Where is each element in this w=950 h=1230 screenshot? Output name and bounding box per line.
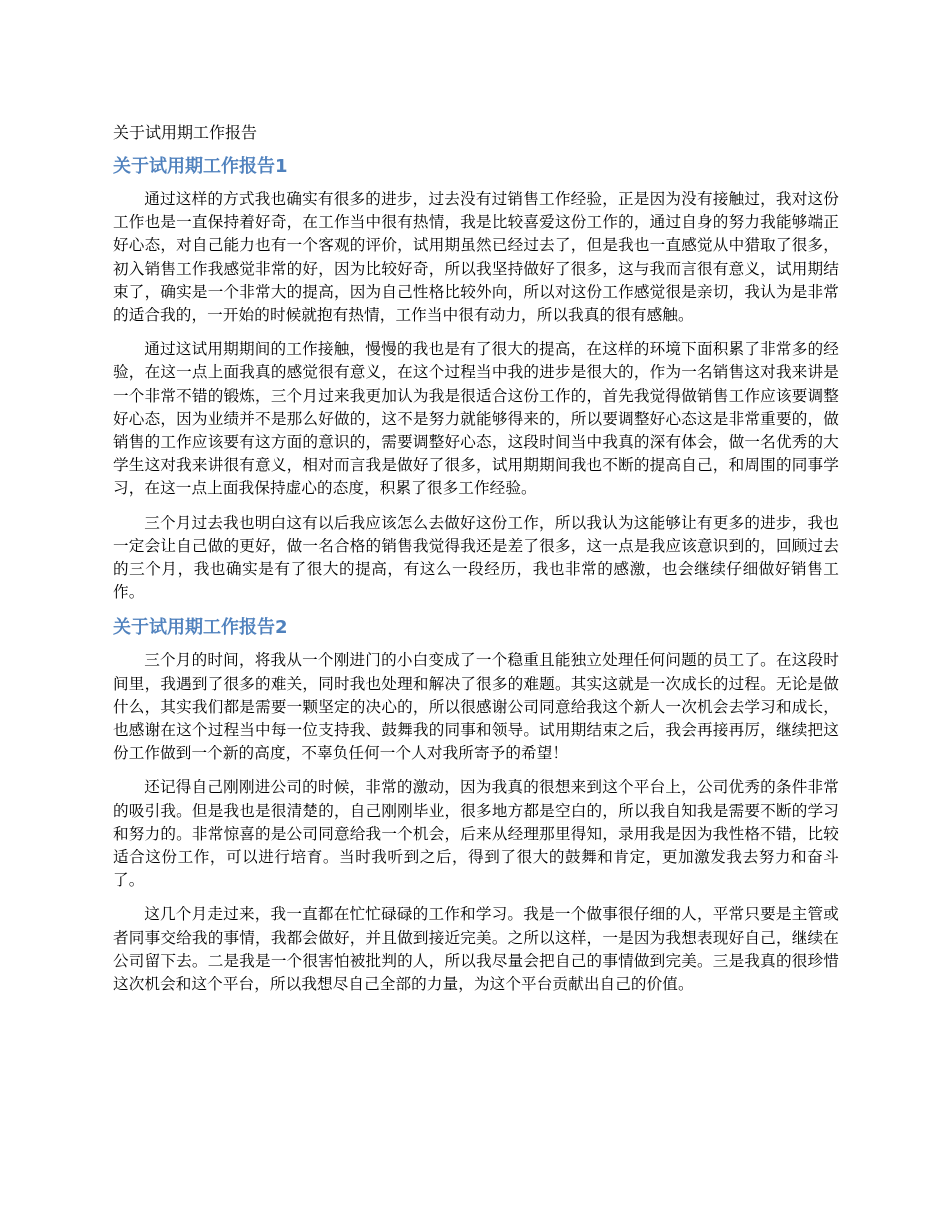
report-section-2 (113, 615, 839, 996)
body-paragraph: 还记得自己刚刚进公司的时候，非常的激动，因为我真的很想来到这个平台上，公司优秀的条件非常的吸引我。但是我也是很清楚的，自己刚刚毕业，很多地方都是空白的，所以我自知我是需要不断的学习和努力的。非常惊喜的是公司同意给我一个机会，后来从经理那里得知，录用我是因为我性格不错，比较适合这份工作，可以进行培育。当时我听到之后，得到了很大的鼓舞和肯定，更加激发我去努力和奋斗了。 (113, 778, 839, 890)
body-paragraph: 三个月过去我也明白这有以后我应该怎么去做好这份工作，所以我认为这能够让有更多的进步，我也一定会让自己做的更好，做一名合格的销售我觉得我还是差了很多，这一点是我应该意识到的，回顾过去的三个月，我也确实是有了很大的提高，有这么一段经历，我也非常的感激，也会继续仔细做好销售工作。 (113, 513, 839, 602)
section-heading: 关于试用期工作报告1 (113, 156, 288, 177)
document-page (113, 122, 839, 1007)
body-paragraph: 通过这试用期期间的工作接触，慢慢的我也是有了很大的提高，在这样的环境下面积累了非常多的经验，在这一点上面我真的感觉很有意义，在这个过程当中我的进步是很大的，作为一名销售这对我来讲是一个非常不错的锻炼，三个月过来我更加认为我是很适合这份工作的，首先我觉得做销售工作应该要调整好心态，因为业绩并不是那么好做的，这不是努力就能够得来的，所以要调整好心态这是非常重要的，做销售的工作应该要有这方面的意识的，需要调整好心态，这段时间当中我真的深有体会，做一名优秀的大学生这对我来讲很有意义，相对而言我是做好了很多，试用期期间我也不断的提高自己，和周围的同事学习，在这一点上面我保持虚心的态度，积累了很多工作经验。 (113, 340, 839, 498)
report-section-1 (113, 154, 839, 604)
document-title: 关于试用期工作报告 (113, 123, 258, 142)
section-heading: 关于试用期工作报告2 (113, 617, 288, 639)
body-paragraph: 这几个月走过来，我一直都在忙忙碌碌的工作和学习。我是一个做事很仔细的人，平常只要是主管或者同事交给我的事情，我都会做好，并且做到接近完美。之所以这样，一是因为我想表现好自己，继续在公司留下去。二是我是一个很害怕被批判的人，所以我尽量会把自己的事情做到完美。三是我真的很珍惜这次机会和这个平台，所以我想尽自己全部的力量，为这个平台贡献出自己的价值。 (113, 905, 839, 994)
body-paragraph: 通过这样的方式我也确实有很多的进步，过去没有过销售工作经验，正是因为没有接触过，我对这份工作也是一直保持着好奇，在工作当中很有热情，我是比较喜爱这份工作的，通过自身的努力我能够端正好心态，对自己能力也有一个客观的评价，试用期虽然已经过去了，但是我也一直感觉从中猎取了很多，初入销售工作我感觉非常的好，因为比较好奇，所以我坚持做好了很多，这与我而言很有意义，试用期结束了，确实是一个非常大的提高，因为自己性格比较外向，所以对这份工作感觉很是亲切，我认为是非常的适合我的，一开始的时候就抱有热情，工作当中很有动力，所以我真的很有感触。 (113, 190, 839, 325)
body-paragraph: 三个月的时间，将我从一个刚进门的小白变成了一个稳重且能独立处理任何问题的员工了。在这段时间里，我遇到了很多的难关，同时我也处理和解决了很多的难题。其实这就是一次成长的过程。无论是做什么，其实我们都是需要一颗坚定的决心的，所以很感谢公司同意给我这个新人一次机会去学习和成长，也感谢在这个过程当中每一位支持我、鼓舞我的同事和领导。试用期结束之后，我会再接再厉，继续把这份工作做到一个新的高度，不辜负任何一个人对我所寄予的希望！ (113, 651, 839, 763)
